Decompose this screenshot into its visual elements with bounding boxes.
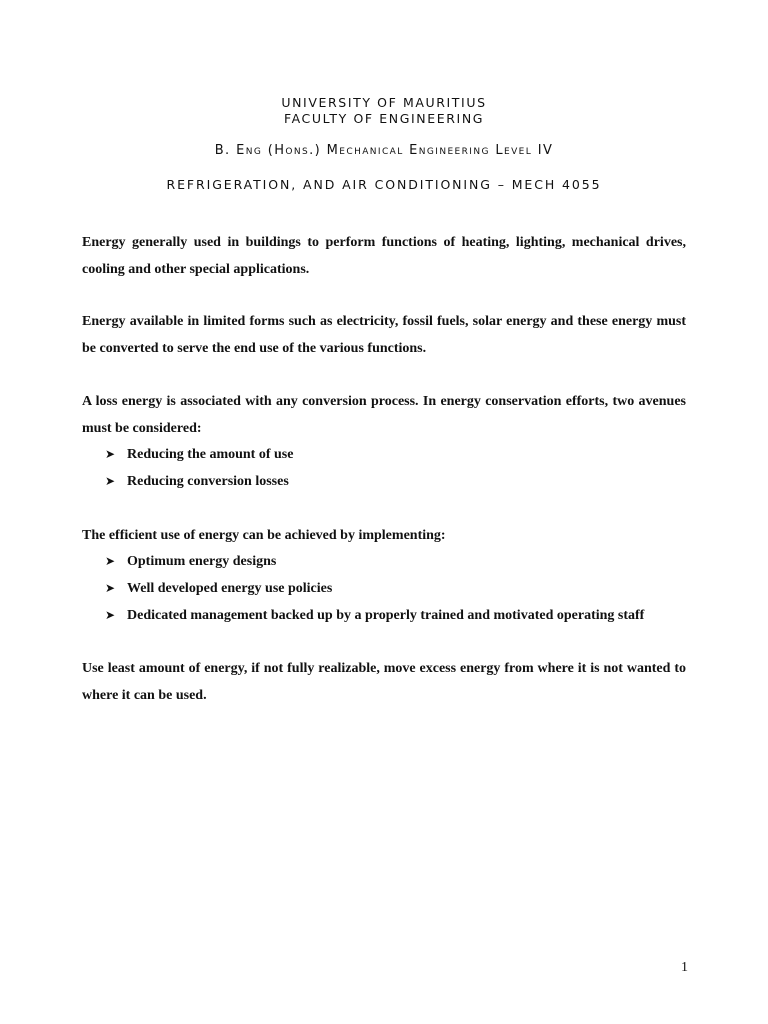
faculty-heading: FACULTY OF ENGINEERING [283, 111, 485, 126]
arrowhead-bullet-icon: ➤ [105, 447, 116, 461]
arrowhead-bullet-icon: ➤ [105, 474, 116, 488]
course-heading: REFRIGERATION, AND AIR CONDITIONING – MECH 4055 [166, 177, 602, 192]
efficiency-measures-list [105, 548, 644, 629]
list-item-label: Reducing conversion losses [127, 474, 289, 489]
list-item [105, 602, 644, 629]
arrowhead-bullet-icon: ➤ [105, 581, 116, 595]
list-item [105, 468, 293, 495]
list-item-label: Optimum energy designs [127, 554, 277, 569]
arrowhead-bullet-icon: ➤ [105, 554, 116, 568]
paragraph-energy-usage: Energy generally used in buildings to perform functions of heating, lighting, mechanical drives, cooling and other special applications. [82, 235, 686, 277]
list-item [105, 575, 644, 602]
conservation-avenues-list [105, 441, 293, 495]
paragraph-efficient-use: The efficient use of energy can be achieved by implementing: [82, 528, 446, 543]
list-item-label: Well developed energy use policies [127, 581, 333, 596]
paragraph-least-energy: Use least amount of energy, if not fully realizable, move excess energy from where it is not wanted to where it can be used. [82, 661, 686, 703]
paragraph-energy-forms: Energy available in limited forms such as electricity, fossil fuels, solar energy and these energy must be converted to serve the end use of the various functions. [82, 314, 686, 356]
programme-heading: B. Eng (Hons.) Mechanical Engineering Level IV [214, 143, 554, 158]
paragraph-conversion-loss: A loss energy is associated with any conversion process. In energy conservation efforts, two avenues must be considered: [82, 394, 686, 436]
arrowhead-bullet-icon: ➤ [105, 608, 116, 622]
page-number: 1 [681, 960, 688, 975]
list-item-label: Dedicated management backed up by a properly trained and motivated operating staff [127, 608, 645, 623]
list-item-label: Reducing the amount of use [127, 447, 294, 462]
university-heading: UNIVERSITY OF MAURITIUS [281, 95, 487, 110]
list-item [105, 441, 293, 468]
list-item [105, 548, 644, 575]
